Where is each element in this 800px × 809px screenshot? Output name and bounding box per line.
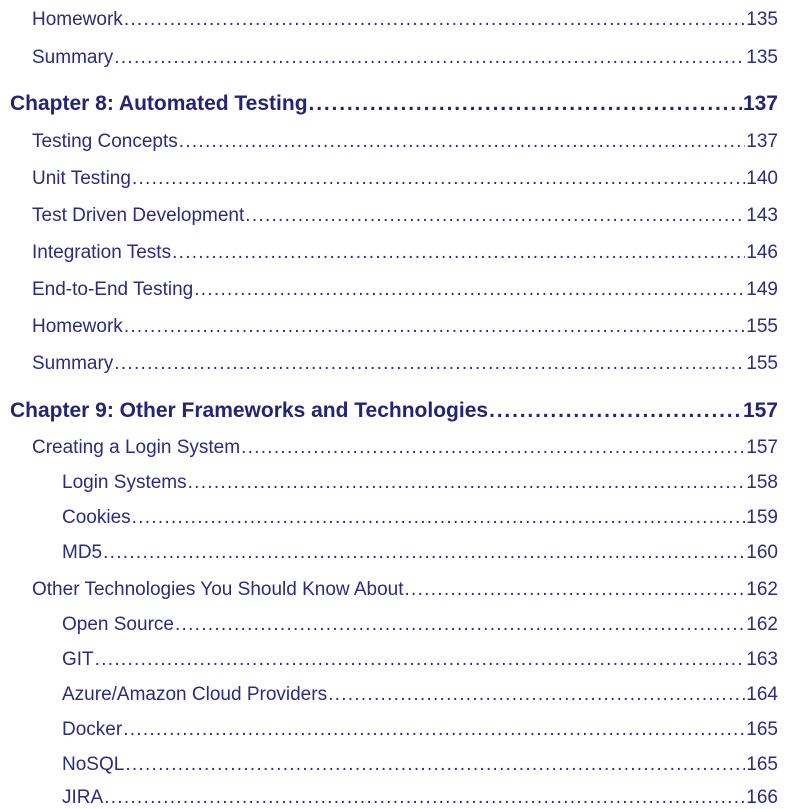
toc-entry-page: 135 xyxy=(746,9,778,30)
toc-entry-page: 137 xyxy=(742,92,778,115)
toc-entry-page: 157 xyxy=(746,437,778,458)
toc-entry-page: 162 xyxy=(746,579,778,600)
toc-entry-page: 149 xyxy=(746,279,778,300)
dot-leader xyxy=(172,242,745,264)
toc-entry-cloud-providers[interactable] xyxy=(62,684,778,706)
toc-entry-title: Integration Tests xyxy=(32,242,172,263)
toc-entry-title: Summary xyxy=(32,353,114,374)
dot-leader xyxy=(124,9,745,31)
toc-entry-summary[interactable] xyxy=(32,47,778,69)
toc-entry-title: Homework xyxy=(32,316,123,337)
dot-leader xyxy=(188,472,746,494)
toc-entry-title: Homework xyxy=(32,9,123,30)
dot-leader xyxy=(175,614,745,636)
toc-entry-page: 137 xyxy=(746,131,778,152)
toc-chapter-title: Chapter 9: Other Frameworks and Technologies xyxy=(10,399,489,422)
dot-leader xyxy=(179,131,746,153)
toc-entry-page: 164 xyxy=(746,684,778,705)
toc-entry-page: 158 xyxy=(746,472,778,493)
dot-leader xyxy=(124,316,745,338)
toc-entry-title: Other Technologies You Should Know About xyxy=(32,579,404,600)
dot-leader xyxy=(114,353,745,375)
toc-entry-other-technologies[interactable] xyxy=(32,579,778,601)
toc-entry-page: 162 xyxy=(746,614,778,635)
toc-entry-login-systems[interactable] xyxy=(62,472,778,494)
toc-entry-page: 155 xyxy=(746,353,778,374)
toc-chapter-9[interactable] xyxy=(10,399,778,423)
toc-entry-unit-testing[interactable] xyxy=(32,168,778,190)
dot-leader xyxy=(104,787,745,809)
dot-leader xyxy=(114,47,745,69)
toc-entry-summary[interactable] xyxy=(32,353,778,375)
toc-entry-jira[interactable] xyxy=(62,787,778,809)
toc-entry-page: 146 xyxy=(746,242,778,263)
dot-leader xyxy=(328,684,745,706)
dot-leader xyxy=(489,399,742,423)
toc-entry-title: Cookies xyxy=(62,507,131,528)
dot-leader xyxy=(194,279,745,301)
toc-entry-title: Docker xyxy=(62,719,123,740)
toc-entry-end-to-end-testing[interactable] xyxy=(32,279,778,301)
toc-entry-page: 165 xyxy=(746,754,778,775)
toc-entry-title: Creating a Login System xyxy=(32,437,241,458)
toc-entry-creating-a-login-system[interactable] xyxy=(32,437,778,459)
toc-entry-test-driven-development[interactable] xyxy=(32,205,778,227)
toc-entry-title: Azure/Amazon Cloud Providers xyxy=(62,684,328,705)
toc-entry-title: JIRA xyxy=(62,787,104,808)
toc-entry-title: Open Source xyxy=(62,614,174,635)
dot-leader xyxy=(132,507,746,529)
toc-entry-testing-concepts[interactable] xyxy=(32,131,778,153)
toc-entry-title: Testing Concepts xyxy=(32,131,178,152)
toc-entry-open-source[interactable] xyxy=(62,614,778,636)
toc-entry-title: Summary xyxy=(32,47,114,68)
toc-entry-page: 163 xyxy=(746,649,778,670)
toc-entry-title: Unit Testing xyxy=(32,168,131,189)
toc-entry-page: 135 xyxy=(746,47,778,68)
toc-entry-cookies[interactable] xyxy=(62,507,778,529)
toc-entry-homework[interactable] xyxy=(32,316,778,338)
dot-leader xyxy=(245,205,745,227)
toc-entry-page: 140 xyxy=(746,168,778,189)
toc-entry-title: NoSQL xyxy=(62,754,125,775)
dot-leader xyxy=(132,168,745,190)
toc-entry-docker[interactable] xyxy=(62,719,778,741)
toc-entry-page: 160 xyxy=(746,542,778,563)
dot-leader xyxy=(309,92,742,116)
toc-chapter-title: Chapter 8: Automated Testing xyxy=(10,92,308,115)
toc-entry-title: MD5 xyxy=(62,542,103,563)
toc-entry-title: Login Systems xyxy=(62,472,187,493)
toc-entry-nosql[interactable] xyxy=(62,754,778,776)
toc-entry-md5[interactable] xyxy=(62,542,778,564)
toc-entry-page: 155 xyxy=(746,316,778,337)
dot-leader xyxy=(103,542,745,564)
toc-entry-title: End-to-End Testing xyxy=(32,279,194,300)
toc-chapter-8[interactable] xyxy=(10,92,778,116)
dot-leader xyxy=(123,719,745,741)
toc-entry-page: 166 xyxy=(746,787,778,808)
toc-entry-homework[interactable] xyxy=(32,9,778,31)
toc-entry-title: GIT xyxy=(62,649,94,670)
dot-leader xyxy=(95,649,746,671)
toc-entry-title: Test Driven Development xyxy=(32,205,245,226)
toc-entry-page: 143 xyxy=(746,205,778,226)
toc-entry-page: 159 xyxy=(746,507,778,528)
toc-entry-git[interactable] xyxy=(62,649,778,671)
dot-leader xyxy=(241,437,745,459)
toc-entry-integration-tests[interactable] xyxy=(32,242,778,264)
dot-leader xyxy=(405,579,746,601)
toc-entry-page: 157 xyxy=(742,399,778,422)
dot-leader xyxy=(125,754,745,776)
toc-entry-page: 165 xyxy=(746,719,778,740)
